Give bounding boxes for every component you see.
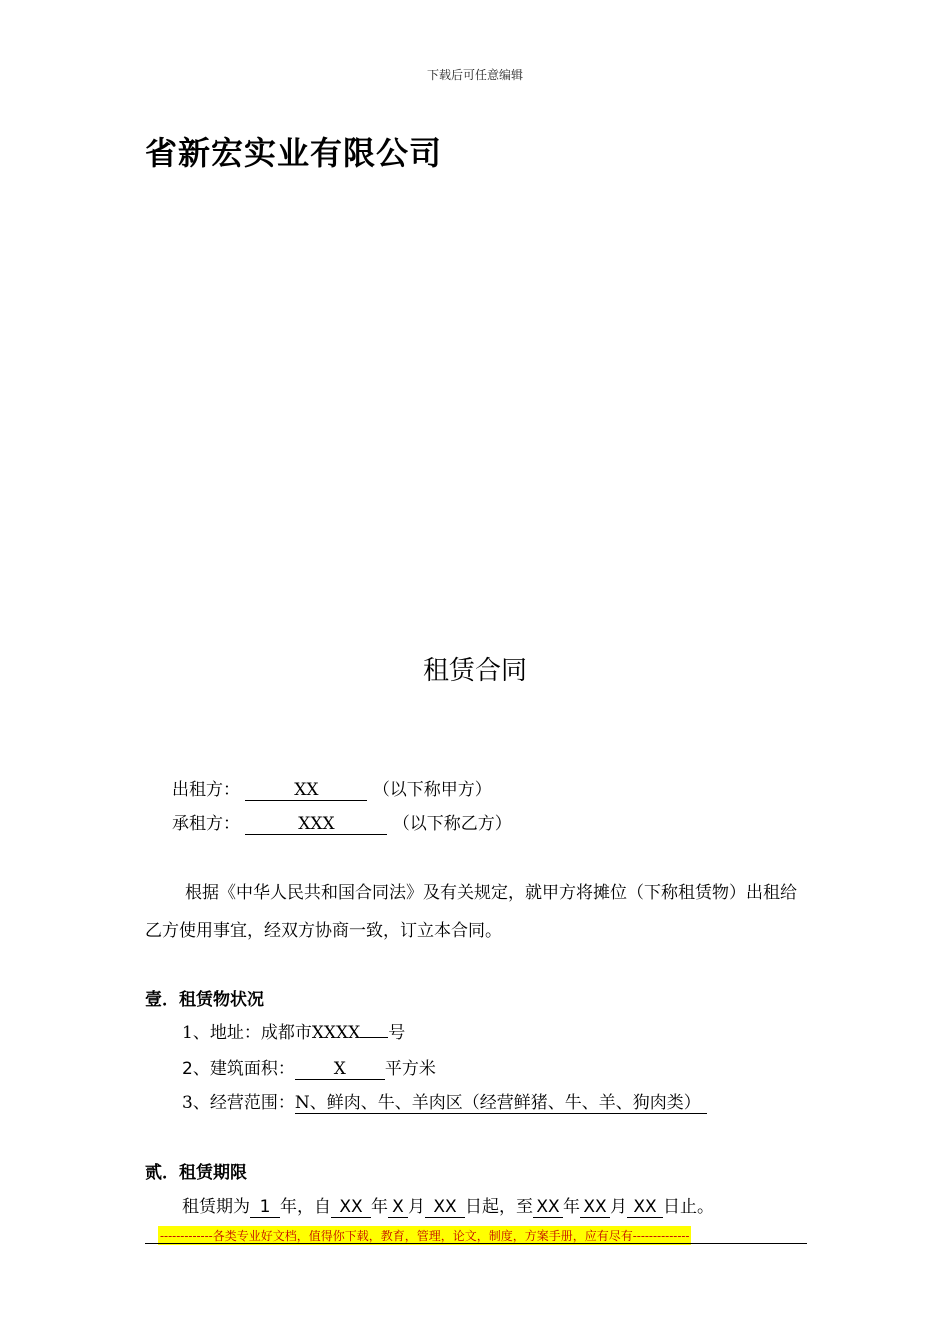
section1-item-address — [182, 1018, 405, 1043]
section1-heading: 壹．租赁物状况 — [145, 990, 264, 1010]
term-text-4: 月 — [408, 1197, 425, 1217]
section1-item-scope — [182, 1088, 707, 1114]
address-label: 1、地址：成都市 — [182, 1023, 312, 1043]
lessor-suffix: （以下称甲方） — [372, 780, 492, 800]
footer-banner: -------------各类专业好文档，值得你下载，教育，管理，论文，制度，方案手册，应有尽有-------------- — [158, 1226, 691, 1245]
end-month: XX — [580, 1199, 610, 1218]
lessor-line — [172, 775, 492, 801]
section1-item-area — [182, 1054, 436, 1080]
start-day: XX — [425, 1199, 465, 1218]
lessee-value: XXX — [245, 816, 387, 835]
term-text-3: 年 — [371, 1197, 388, 1217]
term-text-6: 年 — [563, 1197, 580, 1217]
lease-term-line — [182, 1192, 714, 1218]
term-text-7: 月 — [610, 1197, 627, 1217]
company-name: 省新宏实业有限公司 — [145, 134, 443, 172]
lessee-suffix: （以下称乙方） — [392, 814, 512, 834]
area-label: 2、建筑面积： — [182, 1059, 295, 1079]
intro-paragraph: 根据《中华人民共和国合同法》及有关规定，就甲方将摊位（下称租赁物）出租给乙方使用事宜，经双方协商一致，订立本合同。 — [145, 883, 797, 941]
scope-value: N、鲜肉、牛、羊肉区（经营鲜猪、牛、羊、狗肉类） — [295, 1095, 707, 1114]
term-text-1: 租赁期为 — [182, 1197, 250, 1217]
start-month: X — [388, 1199, 408, 1218]
address-blank — [360, 1037, 388, 1038]
term-text-5: 日起，至 — [465, 1197, 533, 1217]
footer-divider — [145, 1243, 807, 1244]
start-year: XX — [331, 1199, 371, 1218]
term-years: 1 — [250, 1199, 280, 1218]
address-suffix: 号 — [388, 1023, 406, 1043]
term-text-8: 日止。 — [663, 1197, 714, 1217]
lessee-label: 承租方： — [172, 814, 240, 834]
lessor-value: XX — [245, 782, 367, 801]
end-day: XX — [627, 1199, 663, 1218]
section2-heading: 贰．租赁期限 — [145, 1163, 247, 1183]
term-text-2: 年，自 — [280, 1197, 331, 1217]
area-suffix: 平方米 — [384, 1059, 436, 1079]
scope-label: 3、经营范围： — [182, 1093, 295, 1113]
lessor-label: 出租方： — [172, 780, 240, 800]
header-note: 下载后可任意编辑 — [426, 68, 523, 82]
lessee-line — [172, 809, 512, 835]
end-year: XX — [533, 1199, 563, 1218]
area-value: X — [295, 1061, 385, 1080]
document-title: 租赁合同 — [422, 656, 527, 686]
address-value: XXXX — [311, 1023, 361, 1043]
